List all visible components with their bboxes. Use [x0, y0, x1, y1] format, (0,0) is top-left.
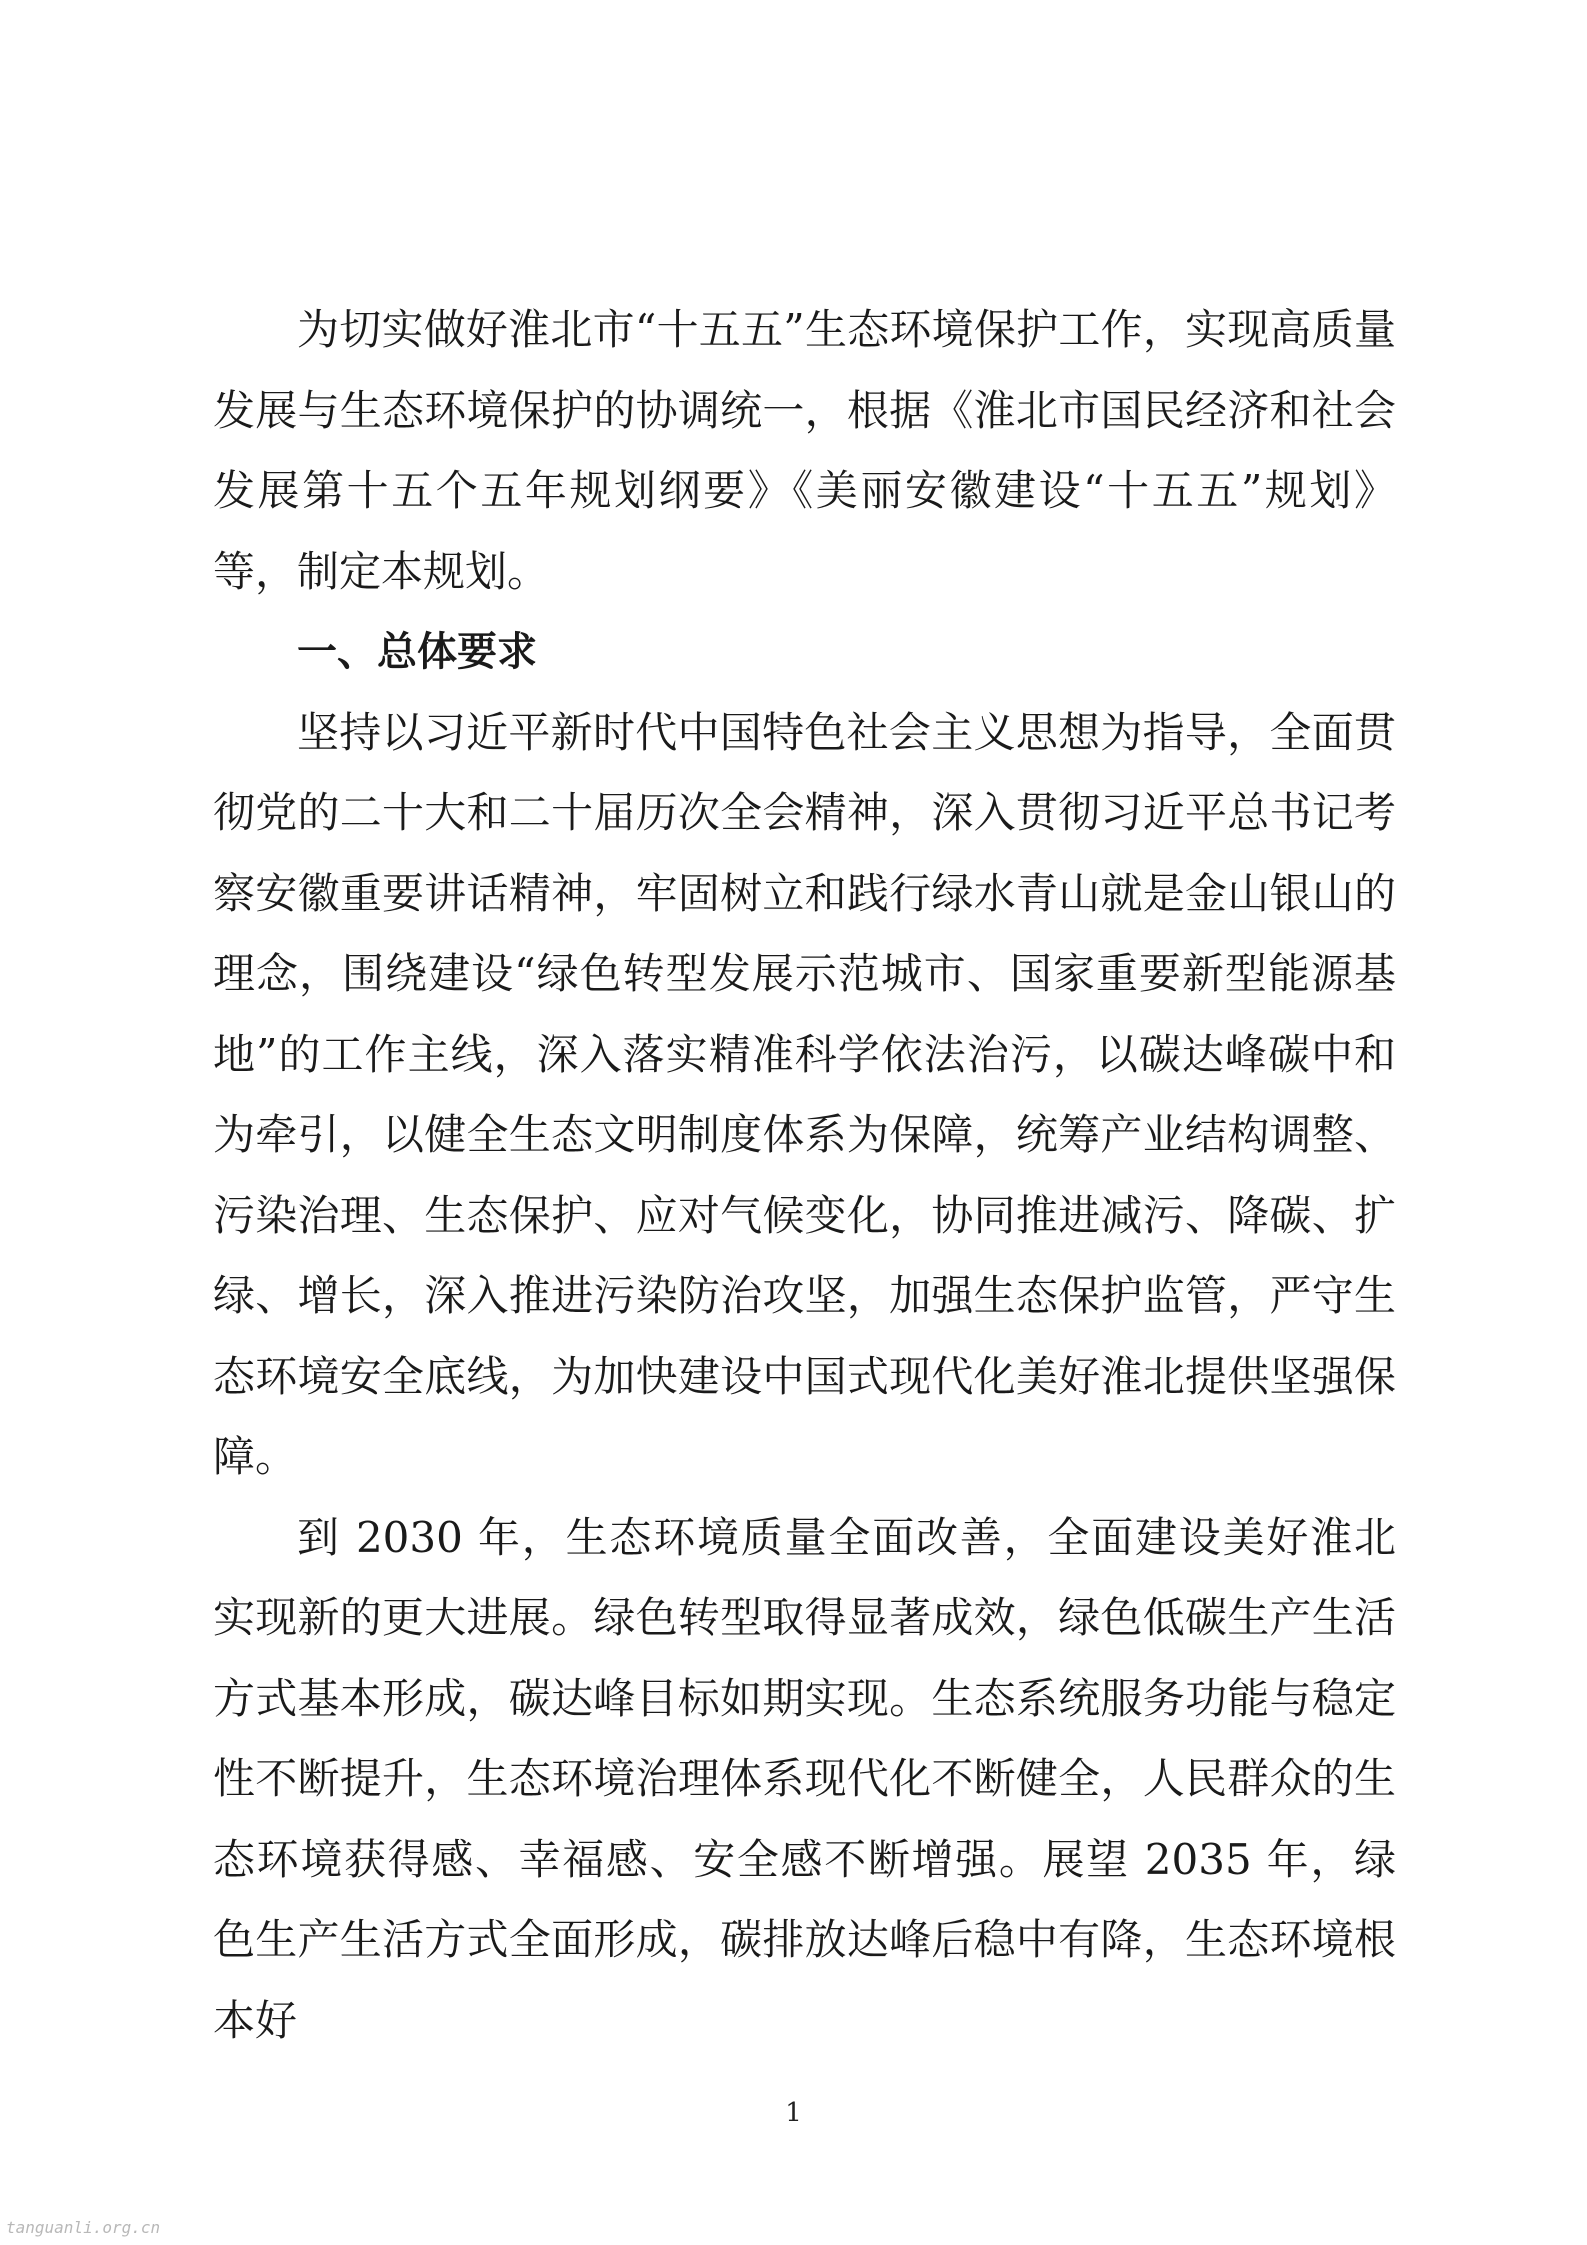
document-body — [213, 290, 1396, 2061]
intro-paragraph: 为切实做好淮北市“十五五”生态环境保护工作，实现高质量发展与生态环境保护的协调统一，根据《淮北市国民经济和社会发展第十五个五年规划纲要》《美丽安徽建设“十五五”规划》等，制定本规划。 — [213, 305, 1396, 596]
section-heading-general-requirements: 一、总体要求 — [297, 629, 537, 675]
page-number: 1 — [785, 2098, 802, 2128]
guiding-principles-paragraph: 坚持以习近平新时代中国特色社会主义思想为指导，全面贯彻党的二十大和二十届历次全会精神，深入贯彻习近平总书记考察安徽重要讲话精神，牢固树立和践行绿水青山就是金山银山的理念，围绕建设“绿色转型发展示范城市、国家重要新型能源基地”的工作主线，深入落实精准科学依法治污，以碳达峰碳中和为牵引，以健全生态文明制度体系为保障，统筹产业结构调整、污染治理、生态保护、应对气候变化，协同推进减污、降碳、扩绿、增长，深入推进污染防治攻坚，加强生态保护监管，严守生态环境安全底线，为加快建设中国式现代化美好淮北提供坚强保障。 — [213, 707, 1396, 1481]
goals-paragraph: 到 2030 年，生态环境质量全面改善，全面建设美好淮北实现新的更大进展。绿色转型取得显著成效，绿色低碳生产生活方式基本形成，碳达峰目标如期实现。生态系统服务功能与稳定性不断提升，生态环境治理体系现代化不断健全，人民群众的生态环境获得感、幸福感、安全感不断增强。展望 2035 年，绿色生产生活方式全面形成，碳排放达峰后稳中有降，生态环境根本好 — [213, 1512, 1396, 2045]
source-watermark: tanguanli.org.cn — [6, 2218, 161, 2237]
